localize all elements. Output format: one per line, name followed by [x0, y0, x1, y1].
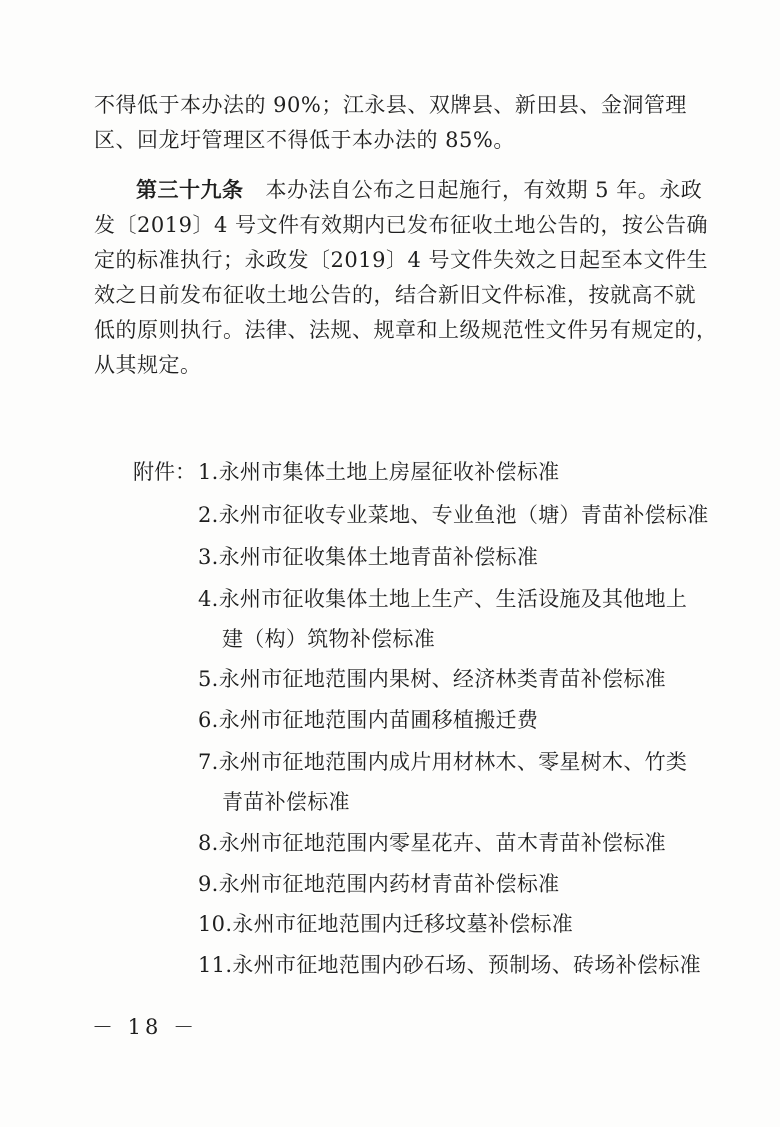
page-number: － 18 －: [92, 1015, 199, 1039]
attachment-item: 3.永州市征收集体土地青苗补偿标准: [198, 545, 539, 569]
text-line: 低的原则执行。法律、法规、规章和上级规范性文件另有规定的，: [94, 318, 718, 342]
article-heading: 第三十九条: [136, 177, 244, 202]
attachment-item: 9.永州市征地范围内药材青苗补偿标准: [198, 872, 560, 896]
attachment-item: 5.永州市征地范围内果树、经济林类青苗补偿标准: [198, 667, 666, 691]
text-line: 本办法自公布之日起施行，有效期 5 年。永政: [265, 178, 703, 202]
text-line: 效之日前发布征收土地公告的，结合新旧文件标准，按就高不就: [94, 283, 696, 307]
attachment-item: 2.永州市征收专业菜地、专业鱼池（塘）青苗补偿标准: [198, 503, 709, 527]
article-39-first-line: [94, 172, 703, 208]
paragraph-continuation: [94, 88, 694, 158]
text-line: 不得低于本办法的 90%；江永县、双牌县、新田县、金洞管理: [94, 93, 687, 117]
attachment-item: 10.永州市征地范围内迁移坟墓补偿标准: [198, 912, 574, 936]
article-39: [94, 172, 718, 383]
text-line: 定的标准执行；永政发〔2019〕4 号文件失效之日起至本文件生: [94, 248, 708, 272]
attachments-label: 附件：: [133, 460, 196, 484]
attachment-item: 4.永州市征收集体土地上生产、生活设施及其他地上: [198, 587, 688, 611]
attachment-item: 8.永州市征地范围内零星花卉、苗木青苗补偿标准: [198, 831, 666, 855]
text-line: 区、回龙圩管理区不得低于本办法的 85%。: [94, 128, 515, 152]
attachment-item: 11.永州市征地范围内砂石场、预制场、砖场补偿标准: [198, 953, 701, 977]
attachment-item: 6.永州市征地范围内苗圃移植搬迁费: [198, 708, 539, 732]
text-line: 从其规定。: [94, 353, 202, 377]
attachment-item-continuation: 青苗补偿标准: [222, 790, 350, 814]
attachment-item: 7.永州市征地范围内成片用材林木、零星树木、竹类: [198, 750, 688, 774]
attachment-item: 1.永州市集体土地上房屋征收补偿标准: [198, 460, 560, 484]
attachment-item-continuation: 建（构）筑物补偿标准: [222, 627, 435, 651]
text-line: 发〔2019〕4 号文件有效期内已发布征收土地公告的，按公告确: [94, 213, 708, 237]
